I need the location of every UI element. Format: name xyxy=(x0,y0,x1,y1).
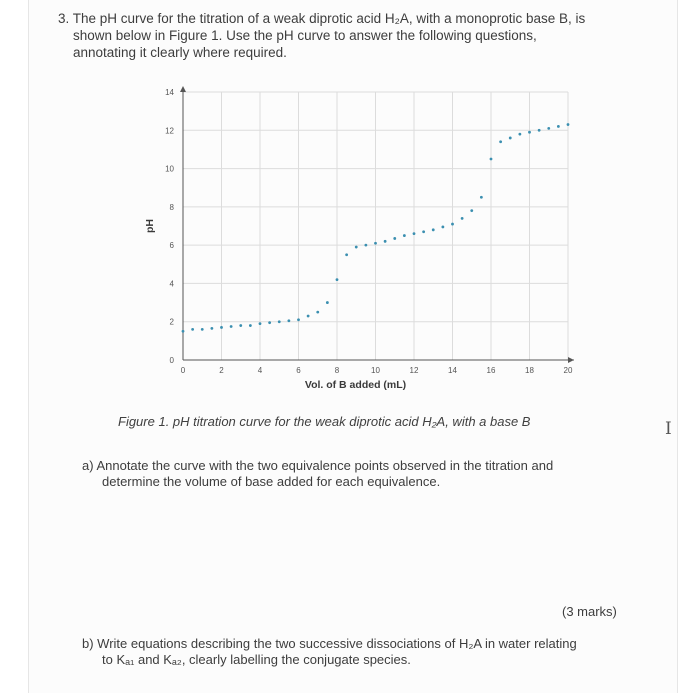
data-point xyxy=(249,324,252,327)
data-point xyxy=(393,237,396,240)
x-tick-label: 6 xyxy=(296,366,301,375)
question-line-2: shown below in Figure 1. Use the pH curve to answer the following questions, xyxy=(73,28,537,43)
data-point xyxy=(345,253,348,256)
part-a-marks: (3 marks) xyxy=(562,604,617,619)
y-tick-label: 0 xyxy=(169,356,174,365)
data-point xyxy=(413,232,416,235)
data-point xyxy=(567,123,570,126)
part-b-line-2: to Kₐ₁ and Kₐ₂, clearly labelling the conjugate species. xyxy=(102,652,411,667)
data-point xyxy=(432,228,435,231)
data-point xyxy=(470,209,473,212)
y-tick-label: 4 xyxy=(169,279,174,289)
data-point xyxy=(509,137,512,140)
part-b-line-1: b) Write equations describing the two successive dissociations of H₂A in water relating xyxy=(82,636,577,651)
data-point xyxy=(268,321,271,324)
data-point xyxy=(538,129,541,132)
x-tick-label: 8 xyxy=(334,366,340,375)
x-axis-arrow xyxy=(568,357,574,363)
part-a-question xyxy=(82,458,642,490)
data-point xyxy=(374,242,377,245)
x-tick-label: 0 xyxy=(180,366,186,375)
y-tick-label: 12 xyxy=(165,126,174,136)
data-point xyxy=(480,196,483,199)
x-tick-label: 14 xyxy=(448,366,457,375)
y-tick-label: 14 xyxy=(165,88,174,97)
data-point xyxy=(518,133,521,136)
data-point xyxy=(201,328,204,331)
question-line-1: 3. The pH curve for the titration of a weak diprotic acid H₂A, with a monoprotic base B, is xyxy=(58,11,586,26)
ph-titration-chart xyxy=(130,80,590,400)
data-point xyxy=(297,318,300,321)
part-a-line-2: determine the volume of base added for each equivalence. xyxy=(102,474,441,489)
data-point xyxy=(364,244,367,247)
data-point xyxy=(451,223,454,226)
data-point xyxy=(210,327,213,330)
data-point xyxy=(422,230,425,233)
question-text xyxy=(58,10,638,61)
data-point xyxy=(461,217,464,220)
data-point xyxy=(182,330,185,333)
data-point xyxy=(528,131,531,134)
data-point xyxy=(547,127,550,130)
data-point xyxy=(490,158,493,161)
figure-caption: Figure 1. pH titration curve for the weak diprotic acid H₂A, with a base B xyxy=(118,414,531,429)
data-point xyxy=(307,315,310,318)
data-point xyxy=(220,326,223,329)
x-tick-label: 10 xyxy=(371,366,380,375)
data-point xyxy=(499,140,502,143)
x-tick-label: 4 xyxy=(257,366,263,375)
part-a-line-1: a) Annotate the curve with the two equivalence points observed in the titration and xyxy=(82,458,554,473)
x-tick-label: 18 xyxy=(525,366,534,375)
data-point xyxy=(441,226,444,229)
data-point xyxy=(384,240,387,243)
data-point xyxy=(230,325,233,328)
y-tick-label: 2 xyxy=(169,317,174,327)
x-axis-label: Vol. of B added (mL) xyxy=(304,379,407,391)
data-point xyxy=(336,278,339,281)
x-tick-label: 20 xyxy=(563,366,573,375)
y-axis-label: pH xyxy=(144,219,156,233)
data-point xyxy=(278,320,281,323)
x-tick-label: 16 xyxy=(486,366,496,375)
data-point xyxy=(326,301,329,304)
data-point xyxy=(191,328,194,331)
question-line-3: annotating it clearly where required. xyxy=(73,45,287,60)
y-tick-label: 10 xyxy=(165,164,174,174)
data-point xyxy=(316,311,319,314)
data-point xyxy=(287,319,290,322)
data-point xyxy=(355,246,358,249)
data-point xyxy=(239,324,242,327)
data-point xyxy=(259,322,262,325)
y-axis-arrow xyxy=(180,86,186,92)
text-cursor-icon: I xyxy=(665,419,672,439)
data-point xyxy=(403,234,406,237)
x-tick-label: 12 xyxy=(409,366,419,375)
y-tick-label: 8 xyxy=(169,202,174,212)
data-point xyxy=(557,125,560,128)
x-tick-label: 2 xyxy=(219,366,224,375)
y-tick-label: 6 xyxy=(169,241,174,251)
part-b-question xyxy=(82,636,642,668)
